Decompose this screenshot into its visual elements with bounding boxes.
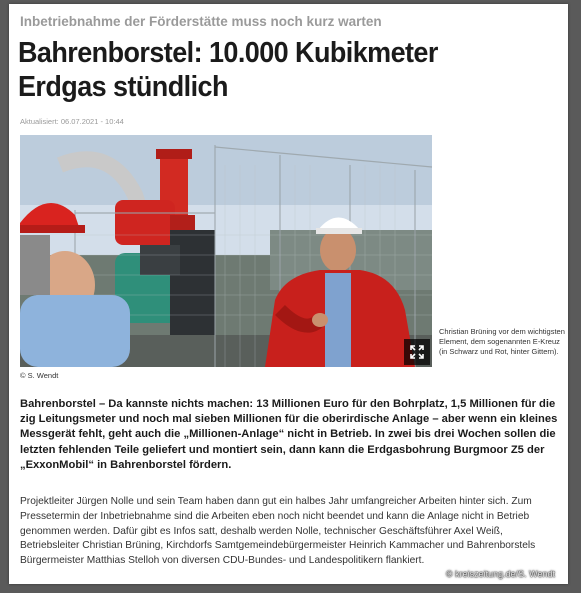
photo-caption: Christian Brüning vor dem wichtigsten Element, dem sogenannten E-Kreuz (in Schwarz und Rot, hinter Gittern).: [439, 327, 565, 356]
article-headline: Bahrenborstel: 10.000 Kubikmeter Erdgas stündlich: [18, 37, 438, 103]
expand-image-button[interactable]: [404, 339, 430, 365]
article-photo[interactable]: [20, 135, 432, 367]
lead-paragraph: Bahrenborstel – Da kannste nichts machen: 13 Millionen Euro für den Bohrplatz, 1,5 Millionen für die zig Leitungsmeter und noch mal sieben Millionen für die oberirdische Anlage – aber wenn ein kleines Messgerät fehlt, geht auch die „Millionen-Anlage“ nicht in Betrieb. In zwei bis drei Wochen sollen die letzten fehlenden Teile geliefert und montiert sein, dann kann die Erdgasbohrung Burgmoor Z5 der „ExxonMobil“ in Bahrenborstel fördern.: [20, 398, 558, 471]
article-date: Aktualisiert: 06.07.2021 - 10:44: [20, 117, 124, 126]
image-watermark: © kreiszeitung.de/S. Wendt: [446, 569, 556, 579]
photo-credit: © S. Wendt: [20, 371, 59, 380]
article-lead: [20, 397, 560, 473]
article-body: [20, 495, 560, 569]
article-page: [9, 4, 568, 584]
body-paragraph: Projektleiter Jürgen Nolle und sein Team haben dann gut ein halbes Jahr umfangreicher Arbeiten hinter sich. Zum Pressetermin der Inbetriebnahme sind die Arbeiten eben noch nicht beendet und kann die Anlage nicht in Betrieb genommen werden. Dafür gibt es Infos satt, deshalb werden Nolle, technischer Geschäftsführer Axel Weiß, Betriebsleiter Christian Brüning, Kirchdorfs Samtgemeindebürgermeister Heinrich Kammacher und Bahrenborstels Bürgermeister Matthias Stelloh von diversen CDU-Bundes- und Landespolitikern flankiert.: [20, 496, 536, 567]
expand-icon: [410, 345, 424, 359]
article-kicker: Inbetriebnahme der Förderstätte muss noch kurz warten: [20, 14, 382, 29]
photo-illustration: [20, 135, 432, 367]
